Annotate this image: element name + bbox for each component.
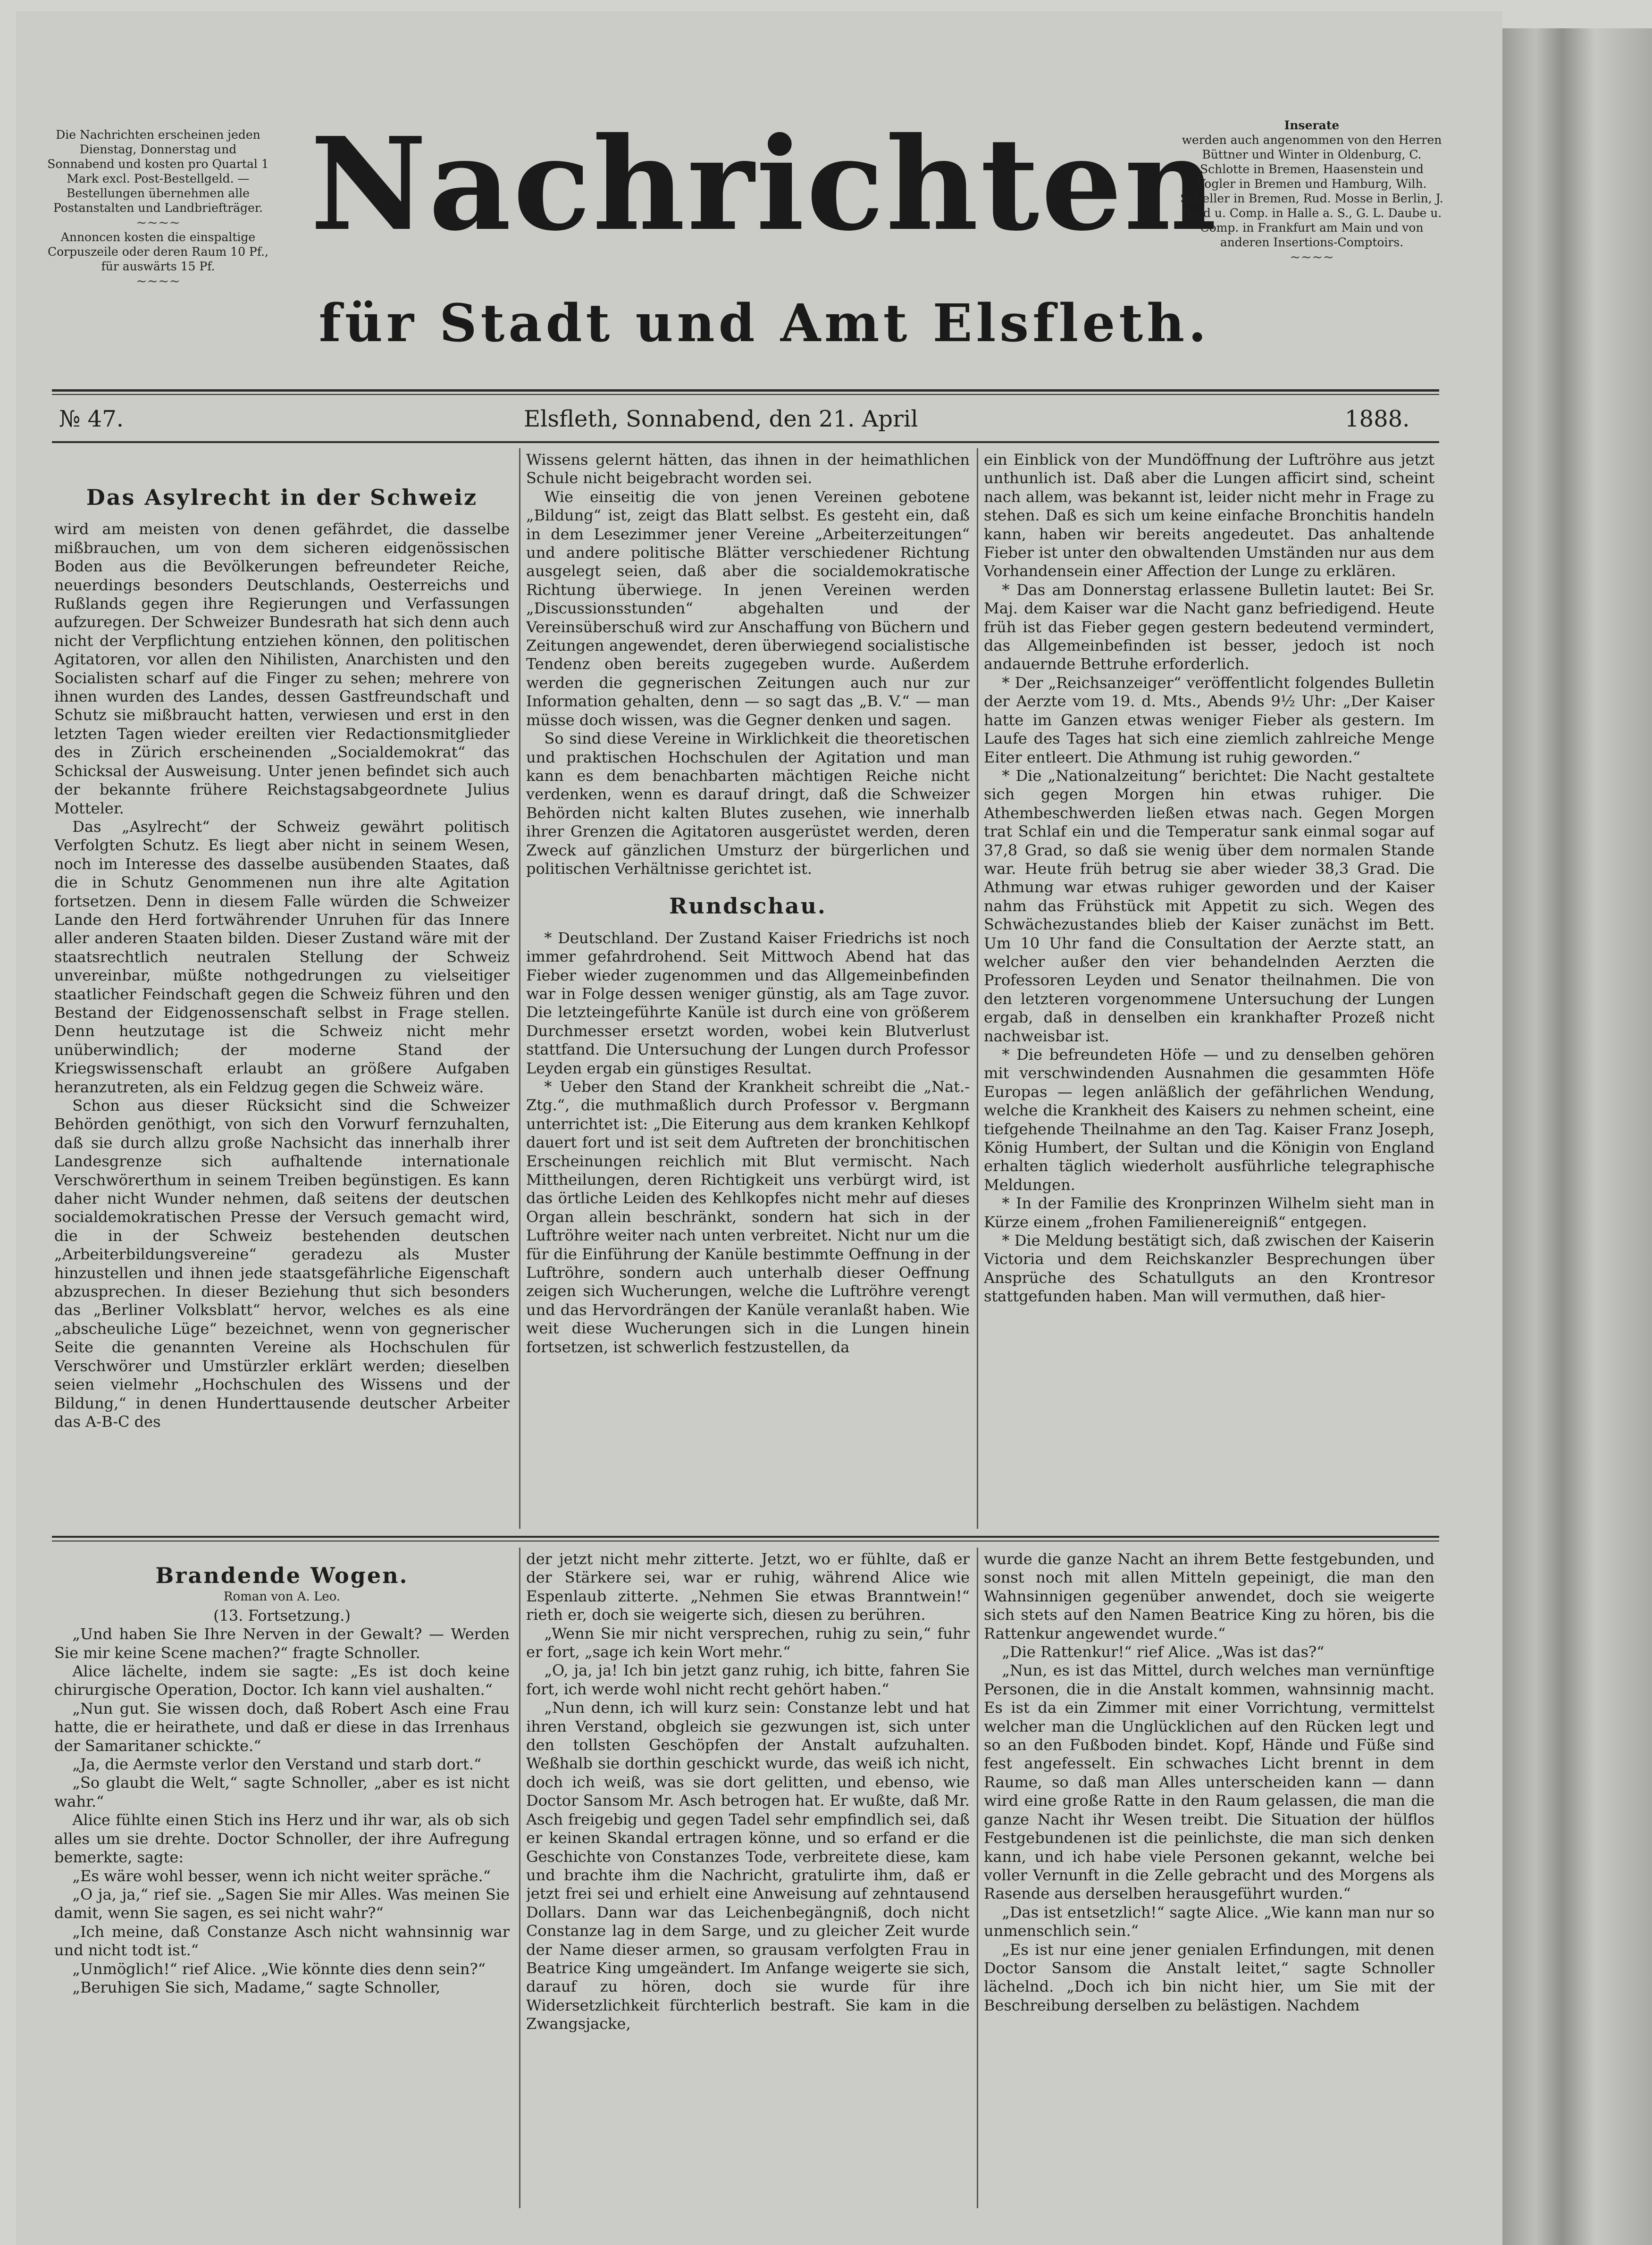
article-heading: Das Asylrecht in der Schweiz xyxy=(86,488,478,510)
novel-title: Brandende Wogen. xyxy=(155,1566,409,1588)
paragraph: wurde die ganze Nacht an ihrem Bette festgebunden, und sonst noch mit allen Mitteln gepeinigt, die man den Wahnsinnigen gegenüber anwendet, doch sie weigerte sich stets auf den Namen Beatrice King zu hören, bis die Rattenkur angewendet wurde.“ xyxy=(984,1550,1434,1642)
book-spine xyxy=(1502,28,1652,2245)
paragraph: wird am meisten von denen gefährdet, die dasselbe mißbrauchen, um von dem sicheren eidgenössischen Boden aus die Bevölkerungen befreundeter Reiche, neuerdings besonders Deutschlands, Oesterreichs und Rußlands gegen ihre Regierungen und Verfassungen aufzuregen. Der Schweizer Bundesrath hat sich denn auch nicht der Verpflichtung entziehen können, den politischen Agitatoren, vor allen den Nihilisten, Anarchisten und den Socialisten scharf auf die Finger zu sehen; mehrere von ihnen wurden des Landes, dessen Gastfreundschaft und Schutz sie mißbraucht hatten, verwiesen und erst in den letzten Tagen wieder ereilten vier Redactionsmitglieder des in Zürich erscheinenden „Socialdemokrat“ das Schicksal der Ausweisung. Unter jenen befindet sich auch der bekannte frühere Reichstagsabgeordnete Julius Motteler. xyxy=(54,520,510,817)
paragraph: „Das ist entsetzlich!“ sagte Alice. „Wie kann man nur so unmenschlich sein.“ xyxy=(984,1903,1434,1940)
advert-price-note: Annoncen kosten die einspaltige Corpuszeile oder deren Raum 10 Pf., für auswärts 15 Pf. xyxy=(48,230,268,273)
masthead-title: Nachrichten xyxy=(310,109,1219,259)
paragraph: „Ich meine, daß Constanze Asch nicht wahnsinnig war und nicht todt ist.“ xyxy=(54,1922,510,1960)
paragraph: „Und haben Sie Ihre Nerven in der Gewalt? — Werden Sie mir keine Scene machen?“ fragte Schnoller. xyxy=(54,1625,510,1662)
paragraph: der jetzt nicht mehr zitterte. Jetzt, wo er fühlte, daß er der Stärkere sei, war er ruhig, während Alice wie Espenlaub zitterte. „Nehmen Sie etwas Branntwein!“ rieth er, doch sie weigerte sich, diesen zu berühren. xyxy=(526,1550,970,1624)
article-rundschau-continued xyxy=(984,451,1434,1526)
column-divider xyxy=(519,448,520,1529)
section-heading-rundschau: Rundschau. xyxy=(669,893,827,919)
paragraph: „Ja, die Aermste verlor den Verstand und starb dort.“ xyxy=(72,1755,482,1774)
paragraph: * Deutschland. Der Zustand Kaiser Friedrichs ist noch immer gefahrdrohend. Seit Mittwoch Abend hat das Fieber wieder zugenommen und das Allgemeinbefinden war in Folge dessen weniger günstig, als am Tage zuvor. Die letzteingeführte Kanüle ist durch eine von größerem Durchmesser ersetzt worden, wobei kein Blutverlust stattfand. Die Untersuchung der Lungen durch Professor Leyden ergab ein günstiges Resultat. xyxy=(526,929,970,1077)
paragraph: Alice fühlte einen Stich ins Herz und ihr war, als ob sich alles um sie drehte. Doctor Schnoller, der ihre Aufregung bemerkte, sagte: xyxy=(54,1811,510,1867)
masthead-right-note xyxy=(1180,118,1444,264)
paragraph: * Die „Nationalzeitung“ berichtet: Die Nacht gestaltete sich gegen Morgen hin etwas ruhiger. Die Athembeschwerden ließen etwas nach. Gegen Morgen trat Schlaf ein und die Temperatur sank einmal sogar auf 37,8 Grad, so daß sie wenig über dem normalen Stande war. Heute früh betrug sie aber wieder 38,3 Grad. Die Athmung war etwas ruhiger geworden und der Kaiser nahm das Frühstück mit Appetit zu sich. Wegen des Schwächezustandes blieb der Kaiser zunächst im Bett. Um 10 Uhr fand die Consultation der Aerzte statt, an welcher außer den vier behandelnden Aerzten die Professoren Leyden und Senator theilnahmen. Die von den letzteren vorgenommene Untersuchung der Lungen ergab, daß in denselben ein krankhafter Prozeß nicht nachweisbar ist. xyxy=(984,766,1434,1045)
paragraph: „Wenn Sie mir nicht versprechen, ruhig zu sein,“ fuhr er fort, „sage ich kein Wort mehr.“ xyxy=(526,1624,970,1661)
masthead-left-note xyxy=(47,127,269,288)
article-continuation-rundschau xyxy=(526,451,970,1526)
article-asylrecht xyxy=(54,488,510,1526)
novel-installment: (13. Fortsetzung.) xyxy=(213,1606,351,1625)
paragraph: Alice lächelte, indem sie sagte: „Es ist doch keine chirurgische Operation, Doctor. Ich kann viel aushalten.“ xyxy=(54,1662,510,1699)
paragraph: Schon aus dieser Rücksicht sind die Schweizer Behörden genöthigt, von sich den Vorwurf fernzuhalten, daß sie durch allzu große Nachsicht das innerhalb ihrer Landesgrenze sich aufhaltende internationale Verschwörerthum in seinem Treiben begünstigen. Es kann daher nicht Wunder nehmen, daß seitens der deutschen socialdemokratischen Presse der Versuch gemacht wird, die in der Schweiz bestehenden deutschen „Arbeiterbildungsvereine“ geradezu als Muster hinzustellen und ihnen jede staatsgefährliche Eigenschaft abzusprechen. In dieser Beziehung thut sich besonders das „Berliner Volksblatt“ hervor, welches es als eine „abscheuliche Lüge“ bezeichnet, wenn von gegnerischer Seite die genannten Vereine als Hochschulen für Verschwörer und Umstürzler erklärt werden; dieselben seien vielmehr „Hochschulen des Wissens und der Bildung,“ in denen Hunderttausende deutscher Arbeiter das A-B-C des xyxy=(54,1097,510,1431)
paragraph: * Das am Donnerstag erlassene Bulletin lautet: Bei Sr. Maj. dem Kaiser war die Nacht ganz befriedigend. Heute früh ist das Fieber gegen gestern bedeutend vermindert, das Allgemeinbefinden ist besser, jedoch ist noch andauernde Bettruhe erforderlich. xyxy=(984,580,1434,673)
paragraph: Wissens gelernt hätten, das ihnen in der heimathlichen Schule nicht beigebracht worden sei. xyxy=(526,451,970,487)
paragraph: „Beruhigen Sie sich, Madame,“ sagte Schnoller, xyxy=(72,1978,441,1996)
paragraph: „O, ja, ja! Ich bin jetzt ganz ruhig, ich bitte, fahren Sie fort, ich werde wohl nicht recht gehört haben.“ xyxy=(526,1661,970,1698)
masthead-subtitle: für Stadt und Amt Elsfleth. xyxy=(319,293,1210,353)
paragraph: ein Einblick von der Mundöffnung der Luftröhre aus jetzt unthunlich ist. Daß aber die Lungen afficirt sind, scheint nach allem, was bekannt ist, leider nicht mehr in Frage zu stehen. Daß es sich um keine einfache Bronchitis handeln kann, haben wir bereits angedeutet. Das anhaltende Fieber ist unter den obwaltenden Umständen nur aus dem Vorhandensein einer Affection der Lunge zu erklären. xyxy=(984,451,1434,580)
paragraph: „O ja, ja,“ rief sie. „Sagen Sie mir Alles. Was meinen Sie damit, wenn Sie sagen, es sei nicht wahr?“ xyxy=(54,1885,510,1922)
paragraph: „Nun denn, ich will kurz sein: Constanze lebt und hat ihren Verstand, obgleich sie gezwungen ist, sich unter den tollsten Geschöpfen der Anstalt aufzuhalten. Weßhalb sie dorthin geschickt wurde, das weiß ich nicht, doch ich weiß, was sie dort gelitten, und ebenso, wie Doctor Sansom Mr. Asch betrogen hat. Er wußte, daß Mr. Asch freigebig und gegen Tadel sehr empfindlich sei, daß er keinen Skandal ertragen könne, und so erfand er die Geschichte von Constanzes Tode, verbreitete diese, kam und brachte ihm die Nachricht, gratulirte ihm, daß er jetzt frei sei und erhielt eine Anweisung auf zehntausend Dollars. Dann war das Leichenbegängniß, doch nicht Constanze lag in dem Sarge, und zu gleicher Zeit wurde der Name dieser armen, so grausam verfolgten Frau in Beatrice King umgeändert. Im Anfange weigerte sie sich, darauf zu hören, doch sie wurde für ihre Widersetzlichkeit fürchterlich bestraft. Sie kam in die Zwangsjacke, xyxy=(526,1699,970,2033)
paragraph: „Unmöglich!“ rief Alice. „Wie könnte dies denn sein?“ xyxy=(72,1960,486,1978)
feuilleton-novel-part1 xyxy=(54,1566,510,2218)
dateline-bottom-rule xyxy=(52,441,1439,443)
paragraph: „So glaubt die Welt,“ sagte Schnoller, „aber es ist nicht wahr.“ xyxy=(54,1774,510,1810)
ornament-divider: ~~~~ xyxy=(1290,249,1334,265)
ornament-divider: ~~~~ xyxy=(136,273,180,289)
issue-number: № 47. xyxy=(59,406,124,432)
subscription-note: Die Nachrichten erscheinen jeden Dienstag, Donnerstag und Sonnabend und kosten pro Quartal 1 Mark excl. Post-Bestellgeld. — Bestellungen übernehmen alle Postanstalten und Landbriefträger. xyxy=(47,128,269,215)
paragraph: „Nun gut. Sie wissen doch, daß Robert Asch eine Frau hatte, die er heirathete, und daß er diese in das Irrenhaus der Samaritaner schickte.“ xyxy=(54,1699,510,1755)
paragraph: * Die Meldung bestätigt sich, daß zwischen der Kaiserin Victoria und dem Reichskanzler Besprechungen über Ansprüche des Schatullguts an den Krontresor stattgefunden haben. Man will vermuthen, daß hier- xyxy=(984,1231,1434,1306)
dateline-top-rule xyxy=(52,389,1439,392)
ornament-divider: ~~~~ xyxy=(136,215,180,230)
feuilleton-novel-part3 xyxy=(984,1550,1434,2218)
inserate-note: werden auch angenommen von den Herren Büttner und Winter in Oldenburg, C. Schlotte in Bremen, Haasenstein und Vogler in Bremen und Hamburg, Wilh. Scheller in Bremen, Rud. Mosse in Berlin, J. Bard u. Comp. in Halle a. S., G. L. Daube u. Comp. in Frankfurt am Main und von anderen Insertions-Comptoirs. xyxy=(1180,133,1443,249)
column-divider xyxy=(977,448,978,1529)
feuilleton-rule xyxy=(52,1536,1439,1538)
column-divider xyxy=(977,1548,978,2208)
column-divider xyxy=(519,1548,520,2208)
paragraph: Das „Asylrecht“ der Schweiz gewährt politisch Verfolgten Schutz. Es liegt aber nicht in seinem Wesen, noch im Interesse des dasselbe ausübenden Staates, daß die in Schutz Genommenen nun ihre alte Agitation fortsetzen. Denn in diesem Falle würden die Schweizer Lande den Herd fortwährender Unruhen für das Innere aller anderen Staaten bilden. Dieser Zustand wäre mit der staatsrechtlich neutralen Stellung der Schweiz unvereinbar, müßte nothgedrungen zu vielseitiger staatlicher Feindschaft gegen die Schweiz führen und den Bestand der Eidgenossenschaft selbst in Frage stellen. Denn heutzutage ist die Schweiz nicht mehr unüberwindlich; der moderne Stand der Kriegswissenschaft erlaubt an größere Aufgaben heranzutreten, als ein Feldzug gegen die Schweiz wäre. xyxy=(54,817,510,1096)
paragraph: „Es ist nur eine jener genialen Erfindungen, mit denen Doctor Sansom die Anstalt leitet,“ sagte Schnoller lächelnd. „Doch ich bin nicht hier, um Sie mit der Beschreibung derselben zu belästigen. Nachdem xyxy=(984,1940,1434,2014)
place-date: Elsfleth, Sonnabend, den 21. April xyxy=(524,406,918,432)
paragraph: * In der Familie des Kronprinzen Wilhelm sieht man in Kürze einem „frohen Familienereigniß“ entgegen. xyxy=(984,1194,1434,1231)
paragraph: „Es wäre wohl besser, wenn ich nicht weiter spräche.“ xyxy=(72,1867,491,1885)
paragraph: * Der „Reichsanzeiger“ veröffentlicht folgendes Bulletin der Aerzte vom 19. d. Mts., Abends 9½ Uhr: „Der Kaiser hatte im Ganzen etwas weniger Fieber als gestern. Im Laufe des Tages hat sich eine ziemlich zahlreiche Menge Eiter entleert. Die Athmung ist ruhig geworden.“ xyxy=(984,673,1434,766)
dateline-top-rule-thin xyxy=(52,394,1439,395)
paragraph: * Die befreundeten Höfe — und zu denselben gehören mit verschwindenden Ausnahmen die gesammten Höfe Europas — legen anläßlich der gefährlichen Wendung, welche die Krankheit des Kaisers zu nehmen scheint, eine tiefgehende Theilnahme an den Tag. Kaiser Franz Joseph, König Humbert, der Sultan und die Königin von England erhalten täglich wiederholt ausführliche telegraphische Meldungen. xyxy=(984,1046,1434,1194)
inserate-heading: Inserate xyxy=(1284,118,1340,132)
paragraph: „Nun, es ist das Mittel, durch welches man vernünftige Personen, die in die Anstalt kommen, wahnsinnig macht. Es ist da ein Zimmer mit einer Vorrichtung, vermittelst welcher man die Unglücklichen auf den Rücken legt und so an den Fußboden bindet. Kopf, Hände und Füße sind fest angefesselt. Ein schwaches Licht brennt in dem Raume, so daß man Alles unterscheiden kann — dann wird eine große Ratte in den Raum gelassen, die man die ganze Nacht ihr Wesen treibt. Die Situation der hülflos Festgebundenen ist die peinlichste, die man sich denken kann, und ich habe viele Personen gekannt, welche bei voller Vernunft in die Zelle gebracht und des Morgens als Rasende aus derselben herausgeführt wurden.“ xyxy=(984,1661,1434,1903)
issue-year: 1888. xyxy=(1345,406,1410,432)
paragraph: * Ueber den Stand der Krankheit schreibt die „Nat.-Ztg.“, die muthmaßlich durch Professor v. Bergmann unterrichtet ist: „Die Eiterung aus dem kranken Kehlkopf dauert fort und ist seit dem Auftreten der bronchitischen Erscheinungen reichlich mit Blut vermischt. Nach Mittheilungen, deren Richtigkeit uns verbürgt wird, ist das örtliche Leiden des Kehlkopfes nicht mehr auf dieses Organ allein beschränkt, sondern hat sich in der Luftröhre weiter nach unten verbreitet. Nicht nur um die für die Einführung der Kanüle bestimmte Oeffnung in der Luftröhre, sondern auch unterhalb dieser Oeffnung zeigen sich Wucherungen, welche die Luftröhre verengt und das Hervordrängen der Kanüle veranlaßt haben. Wie weit diese Wucherungen sich in die Lungen hinein fortsetzen, ist schwerlich festzustellen, da xyxy=(526,1078,970,1356)
paragraph: „Die Rattenkur!“ rief Alice. „Was ist das?“ xyxy=(1002,1643,1325,1661)
paragraph: So sind diese Vereine in Wirklichkeit die theoretischen und praktischen Hochschulen der Agitation und man kann es dem benachbarten mächtigen Reiche nicht verdenken, wenn es darauf dringt, daß die Schweizer Behörden nicht kalten Blutes zusehen, wie innerhalb ihrer Grenzen die Agitatoren ausgerüstet werden, deren Zweck auf gänzlichen Umsturz der bürgerlichen und politischen Verhältnisse gerichtet ist. xyxy=(526,729,970,878)
novel-author: Roman von A. Leo. xyxy=(223,1590,341,1604)
feuilleton-novel-part2 xyxy=(526,1550,970,2218)
paragraph: Wie einseitig die von jenen Vereinen gebotene „Bildung“ ist, zeigt das Blatt selbst. Es gesteht ein, daß in dem Lesezimmer jener Vereine „Arbeiterzeitungen“ und andere politische Blätter verschiedener Richtung ausgelegt seien, daß aber die socialdemokratische Richtung überwiege. In jenen Vereinen werden „Discussionsstunden“ abgehalten und der Vereinsüberschuß wird zur Anschaffung von Büchern und Zeitungen angewendet, deren überwiegend socialistische Tendenz oben bereits zugegeben wurde. Außerdem werden die gegnerischen Zeitungen auch nur zur Information gehalten, denn — so sagt das „B. V.“ — man müsse doch wissen, was die Gegner denken und sagen. xyxy=(526,487,970,729)
